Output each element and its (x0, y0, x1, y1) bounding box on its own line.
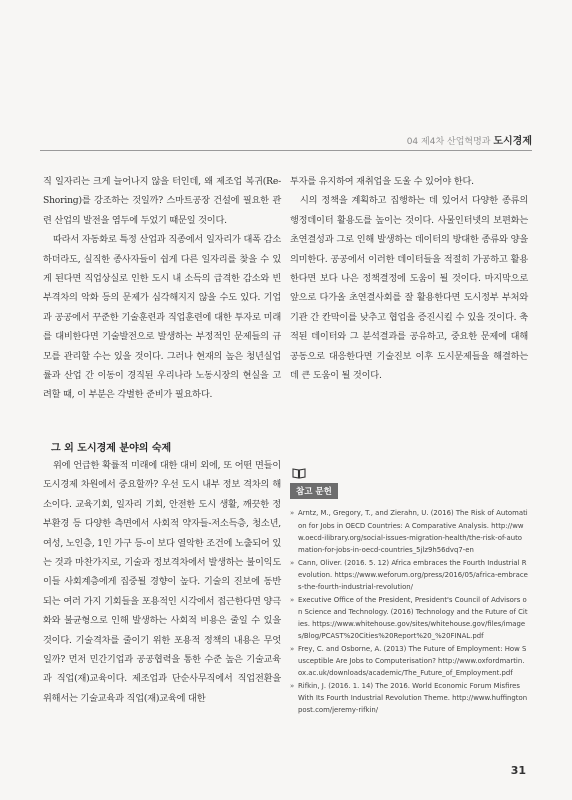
paragraph: 시의 정책을 계획하고 집행하는 데 있어서 다양한 종류의 행정데이터 활용도를 높이는 것이다. 사물인터넷의 보편화는 초연결성과 그로 인해 발생하는 데이터의 방대한 종류와 양을 의미한다. 공공에서 이러한 데이터들을 적절히 가공하고 활용한다면 보다 나은 정책결정에 도움이 될 것이다. 마지막으로 앞으로 다가올 초연결사회를 잘 활용한다면 도시정부 부처와 기관 간 칸막이를 낮추고 협업을 증진시킬 수 있을 것이다. 축적된 데이터와 그 분석결과를 공유하고, 중요한 문제에 대해 공동으로 대응한다면 기술진보 이후 도시문제들을 해결하는 데 큰 도움이 될 것이다. (290, 195, 528, 382)
page-number: 31 (510, 764, 526, 777)
reference-item: » Cann, Oliver. (2016. 5. 12) Africa embraces the Fourth Industrial Revolution. https://www.weforum.org/press/2016/05/africa-embraces-the-fourth-industrial-revolution/ (290, 557, 528, 594)
reference-item: » Rifkin, J. (2016. 1. 14) The 2016. World Economic Forum Misfires With Its Fourth Industrial Revolution Theme. http://www.huffingtonpost.com/jeremy-rifkin/ (290, 680, 528, 717)
book-icon (292, 467, 306, 479)
references-label: 참고 문헌 (290, 483, 338, 499)
chapter-number: 04 (406, 137, 419, 147)
section-heading: 그 외 도시경제 분야의 숙제 (51, 442, 172, 454)
chapter-title: 제4차 산업혁명과 (421, 137, 491, 147)
running-head (407, 132, 532, 147)
references-block (290, 467, 528, 716)
left-column (43, 172, 281, 708)
reference-item: » Arntz, M., Gregory, T., and Zierahn, U. (2016) The Risk of Automation for Jobs in OECD Countries: A Comparative Analysis. http://www.oecd-ilibrary.org/social-issues-migration-health/the-risk-of-automation-for-jobs-in-oecd-countries_5jlz9h56dvq7-en (290, 507, 528, 556)
paragraph: 따라서 자동화로 특정 산업과 직종에서 일자리가 대폭 감소하더라도, 실직한 종사자들이 쉽게 다른 일자리를 찾을 수 있게 된다면 직업상실로 인한 도시 내 소득의 급격한 감소와 빈부격차의 악화 등의 문제가 심각해지지 않을 수도 있다. 기업과 공공에서 꾸준한 기술훈련과 직업훈련에 대한 투자로 미래를 대비한다면 기술발전으로 발생하는 부정적인 문제들의 규모를 관리할 수는 있을 것이다. 그러나 현재의 높은 청년실업률과 산업 간 이동이 경직된 우리나라 노동시장의 현실을 고려할 때, 이 부분은 각별한 준비가 필요하다. (43, 234, 281, 401)
paragraph: 위에 언급한 확률적 미래에 대한 대비 외에, 또 어떤 면들이 도시경제 차원에서 중요할까? 우선 도시 내부 정보 격차의 해소이다. 교육기회, 일자리 기회, 안전한 도시 생활, 깨끗한 정부환경 등 다양한 측면에서 사회적 약자들-저소득층, 청소년, 여성, 노인층, 1인 가구 등-이 보다 열악한 조건에 노출되어 있는 것과 마찬가지로, 기술과 정보격차에서 발생하는 불이익도 이들 사회계층에게 집중될 경향이 높다. 기술의 진보에 동반되는 여러 가지 기회들을 포용적인 시각에서 접근한다면 양극화와 불균형으로 인해 발생하는 사회적 비용은 줄일 수 있을 것이다. 기술격차를 줄이기 위한 포용적 정책의 내용은 무엇일까? 먼저 민간기업과 공공협력을 통한 수준 높은 기술교육과 직업(재)교육이다. 제조업과 단순사무직에서 직업전환을 위해서는 기술교육과 직업(재)교육에 대한 (43, 459, 282, 704)
header-rule (40, 150, 532, 151)
reference-item: » Frey, C. and Osborne, A. (2013) The Future of Employment: How Susceptible Are Jobs to Computerisation? http://www.oxfordmartin.ox.ac.uk/downloads/academic/The_Future_of_Employment.pdf (290, 643, 528, 680)
references-list (290, 507, 528, 716)
paragraph: 직 일자리는 크게 늘어나지 않을 터인데, 왜 제조업 복귀(Re-Shoring)를 강조하는 것일까? 스마트공장 건설에 필요한 관련 산업의 발전을 염두에 두었기 때문일 것이다. (43, 176, 281, 226)
reference-item: » Executive Office of the President, President's Council of Advisors on Science and Technology. (2016) Technology and the Future of Cities. https://www.whitehouse.gov/sites/whitehouse.gov/files/images/Blog/PCAST%20Cities%20Report%20_%20FINAL.pdf (290, 594, 528, 643)
paragraph: 투자를 유지하여 재취업을 도울 수 있어야 한다. (290, 176, 474, 187)
right-column (290, 172, 528, 717)
chapter-title-bold: 도시경제 (493, 136, 532, 147)
